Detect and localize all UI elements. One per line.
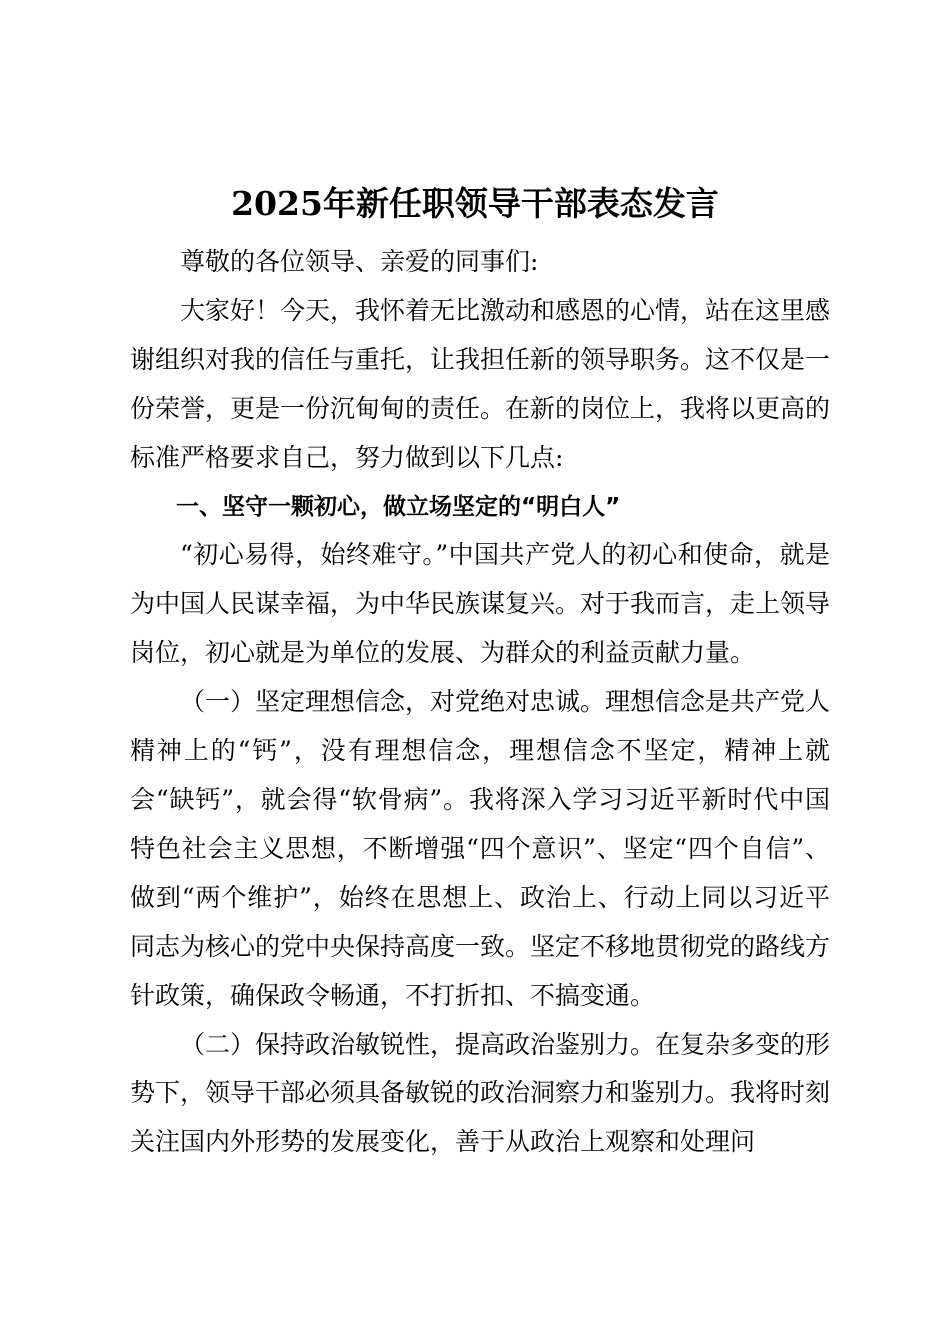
- paragraph-point-one: （一）坚定理想信念，对党绝对忠诚。理想信念是共产党人精神上的“钙”，没有理想信念，理想信念不坚定，精神上就会“缺钙”，就会得“软骨病”。我将深入学习习近平新时代中国特色社会主义思想，不断增强“四个意识”、坚定“四个自信”、做到“两个维护”，始终在思想上、政治上、行动上同以习近平同志为核心的党中央保持高度一致。坚定不移地贯彻党的路线方针政策，确保政令畅通，不打折扣、不搞变通。: [130, 687, 831, 1010]
- document-body: [130, 238, 830, 1167]
- paragraph-point-two: （二）保持政治敏锐性，提高政治鉴别力。在复杂多变的形势下，领导干部必须具备敏锐的政治洞察力和鉴别力。我将时刻关注国内外形势的发展变化，善于从政治上观察和处理问: [130, 1029, 831, 1157]
- section-heading: 一、坚守一颗初心，做立场坚定的“明白人”: [176, 493, 621, 520]
- greeting: 尊敬的各位领导、亲爱的同事们:: [180, 247, 539, 276]
- paragraph-original-aspiration: “初心易得，始终难守。”中国共产党人的初心和使命，就是为中国人民谋幸福，为中华民族谋复兴。对于我而言，走上领导岗位，初心就是为单位的发展、为群众的利益贡献力量。: [130, 540, 831, 668]
- paragraph-opening: 大家好！今天，我怀着无比激动和感恩的心情，站在这里感谢组织对我的信任与重托，让我担任新的领导职务。这不仅是一份荣誉，更是一份沉甸甸的责任。在新的岗位上，我将以更高的标准严格要求自己，努力做到以下几点:: [130, 295, 831, 472]
- document-title: 2025年新任职领导干部表态发言: [231, 184, 719, 223]
